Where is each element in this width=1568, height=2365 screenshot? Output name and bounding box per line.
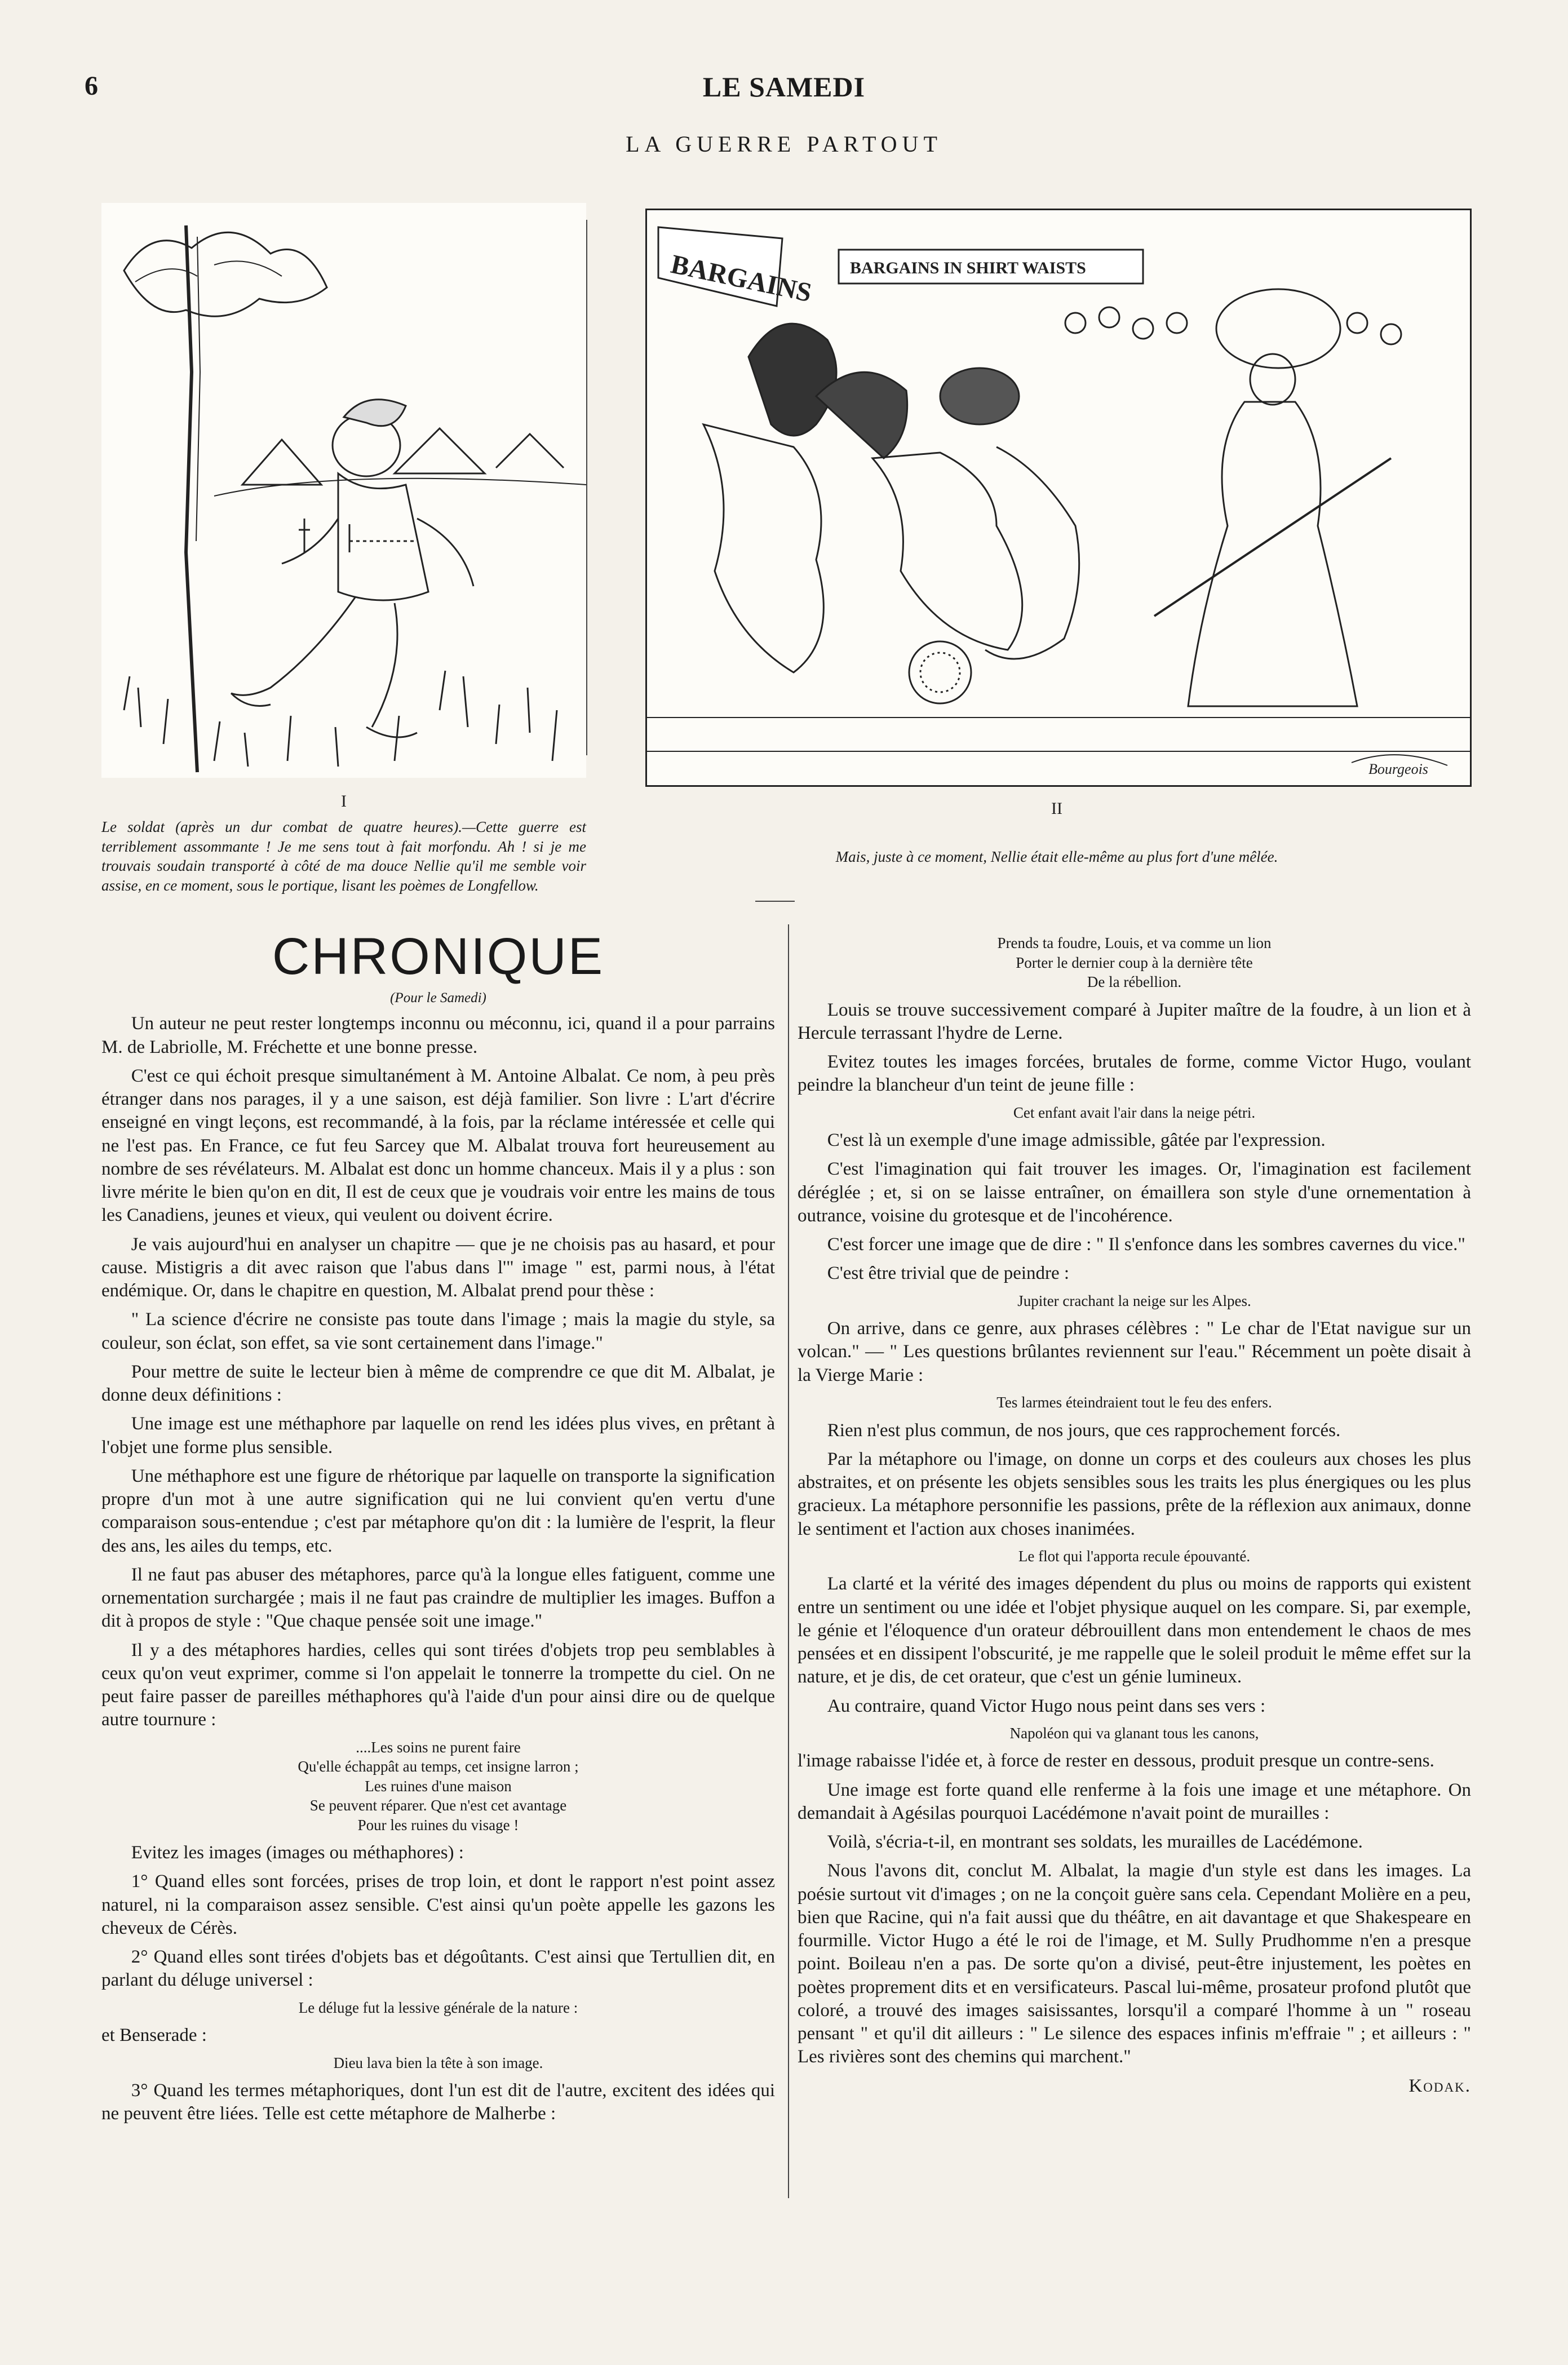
chronique-left-column (101, 924, 775, 2132)
paragraph: Nous l'avons dit, conclut M. Albalat, la magie d'un style est dans les images. La poésie surtout vit d'images ; on ne la conçoit guère sans cela. Cependant Molière en a peu, bien que Racine, qui n'a fait aussi que du théâtre, en ait davantage et que Shakespeare en fourmille. Victor Hugo a été le roi de l'image, et M. Sully Prudhomme n'en a presque point. Boileau n'en a pas. De sorte qu'on a divisé, peut-être injustement, les poètes en poètes proprement dits et en versificateurs. Pascal lui-même, prosateur profond plutôt que coloré, a trouvé des images saisissantes, lorsqu'il a comparé l'homme à un " roseau pensant " et qu'il dit ailleurs : " Le silence des espaces infinis m'effraie " ; et ailleurs : " Les rivières sont des chemins qui marchent." (798, 1861, 1471, 2067)
paragraph: Voilà, s'écria-t-il, en montrant ses soldats, les murailles de Lacédémone. (827, 1832, 1363, 1853)
signature: Kodak. (1408, 2075, 1471, 2096)
artist-signature: Bourgeois (1368, 761, 1428, 777)
paragraph: l'image rabaisse l'idée et, à force de rester en dessous, produit presque un contre-sens. (798, 1751, 1434, 1771)
chronique-title: CHRONIQUE (272, 928, 605, 985)
caption-soldier: Le soldat (après un dur combat de quatre heures).—Cette guerre est terriblement assommante ! Je me sens tout à fait morfondu. Ah ! si je me trouvais soudain transporté à côté de ma douce Nellie qu'il me semble voir assise, en ce moment, sous le portique, lisant les poèmes de Longfellow. (101, 818, 586, 894)
paragraph: C'est être trivial que de peindre : (827, 1263, 1070, 1284)
illustration-soldier (101, 203, 586, 778)
chronique-right-column (798, 930, 1471, 2098)
paragraph: Louis se trouve successivement comparé à Jupiter maître de la foudre, à un lion et à Hercule terrassant l'hydre de Lerne. (798, 999, 1471, 1043)
paragraph: Rien n'est plus commun, de nos jours, que ces rapprochement forcés. (827, 1420, 1341, 1441)
paragraph: Pour mettre de suite le lecteur bien à même de comprendre ce que dit M. Albalat, je donne deux définitions : (101, 1361, 775, 1405)
chronique-left-body (101, 1012, 775, 2125)
caption-melee: Mais, juste à ce moment, Nellie était elle-même au plus fort d'une mêlée. (835, 848, 1278, 865)
paragraph: C'est ce qui échoit presque simultanément à M. Antoine Albalat. Ce nom, à peu près étranger dans nos parages, il y a une saison, est déjà familier. Son livre : L'art d'écrire enseigné en vingt leçons, est recommandé, à la fois, par la réclame intéressée et celle qui ne l'est pas. En France, ce fut feu Sarcey que M. Albalat trouva fort heureusement au nombre de ses révélateurs. M. Albalat est donc un homme chanceux. Mais il y a plus : son livre mérite le bien qu'on en dit, Il est de ceux que je voudrais voir entre les mains de tous les Canadiens, jeunes et vieux, qui veulent ou doivent écrire. (101, 1065, 775, 1226)
paragraph: Par la métaphore ou l'image, on donne un corps et des couleurs aux choses les plus abstraites, et on présente les objets sensibles sous les traits les plus énergiques ou les plus gracieux. La métaphore personnifie les passions, prête de la réflexion aux animaux, donne le sentiment et l'action aux choses inanimées. (798, 1449, 1471, 1539)
illustration-melee (645, 209, 1472, 787)
paragraph: Evitez toutes les images forcées, brutales de forme, comme Victor Hugo, voulant peindre la blancheur d'un teint de jeune fille : (798, 1052, 1471, 1096)
sign-bargains-shirt-waists: BARGAINS IN SHIRT WAISTS (850, 259, 1086, 277)
poem-line: Pour les ruines du visage ! (357, 1816, 519, 1833)
poem-line: Porter le dernier coup à la dernière tête (1016, 954, 1253, 971)
poem-line: De la rébellion. (1087, 973, 1182, 991)
paragraph: " La science d'écrire ne consiste pas toute dans l'image ; mais la magie du style, sa couleur, son éclat, son effet, sa vie sont certainement dans l'image." (101, 1309, 775, 1353)
section-title: LA GUERRE PARTOUT (626, 131, 942, 157)
poem-quote (101, 1738, 775, 1835)
column-divider (788, 924, 789, 2198)
paragraph: C'est l'imagination qui fait trouver les images. Or, l'imagination est facilement déréglée ; et, si on se laisse entraîner, on émaillera son style d'une ornementation à outrance, voisine du grotesque et de l'incohérence. (798, 1159, 1471, 1226)
poem-line: Qu'elle échappât au temps, cet insigne larron ; (298, 1758, 579, 1775)
paragraph: C'est là un exemple d'une image admissible, gâtée par l'expression. (827, 1130, 1326, 1151)
quoted-line: Le déluge fut la lessive générale de la nature : (298, 1999, 578, 2016)
chronique-right-body (798, 933, 1471, 2069)
paragraph: Je vais aujourd'hui en analyser un chapitre — que je ne choisis pas au hasard, et pour cause. Mistigris a dit avec raison que l'abus dans l'" image " est, parmi nous, à l'état endémique. Or, dans le chapitre en question, M. Albalat prend pour thèse : (101, 1234, 775, 1301)
paragraph: et Benserade : (101, 2025, 207, 2046)
quoted-line: Le flot qui l'apporta recule épouvanté. (1018, 1547, 1251, 1565)
paragraph: 3° Quand les termes métaphoriques, dont l'un est dit de l'autre, excitent des idées qui ne peuvent être liées. Telle est cette métaphore de Malherbe : (101, 2080, 775, 2124)
illustration-divider (586, 220, 587, 755)
paragraph: Evitez les images (images ou méthaphores) : (131, 1843, 464, 1863)
melee-drawing (647, 210, 1470, 785)
paragraph: C'est forcer une image que de dire : " Il s'enfonce dans les sombres cavernes du vice." (827, 1234, 1465, 1255)
caption-divider (755, 901, 795, 902)
paragraph: 2° Quand elles sont tirées d'objets bas et dégoûtants. C'est ainsi que Tertullien dit, en parlant du déluge universel : (101, 1947, 775, 1991)
paragraph: Il ne faut pas abuser des métaphores, parce qu'à la longue elles fatiguent, comme une ornementation surchargée ; mais il ne faut pas craindre de multiplier les images. Buffon a dit à propos de style : "Que chaque pensée soit une image." (101, 1564, 775, 1632)
sign-bargains: BARGAINS (668, 249, 814, 308)
caption-number-i: I (341, 792, 347, 811)
masthead: LE SAMEDI (702, 71, 866, 103)
paragraph: Une image est forte quand elle renferme à la fois une image et une métaphore. On demandait à Agésilas pourquoi Lacédémone n'avait point de murailles : (798, 1779, 1471, 1823)
poem-line: Prends ta foudre, Louis, et va comme un lion (997, 935, 1272, 951)
paragraph: Au contraire, quand Victor Hugo nous peint dans ses vers : (827, 1695, 1266, 1716)
quoted-line: Jupiter crachant la neige sur les Alpes. (1017, 1292, 1251, 1309)
poem-line: Les ruines d'une maison (365, 1777, 512, 1795)
paragraph: La clarté et la vérité des images dépendent du plus ou moins de rapports qui existent entre un sentiment ou une idée et l'objet physique auquel on les compare. Si, par exemple, le génie et l'éloquence d'un orateur débrouillent dans mon entendement le chaos de mes pensées et en dissipent l'obscurité, je me rappelle que le soleil produit le même effet sur la nature, et je dis, de cet orateur, que c'est un génie lumineux. (798, 1574, 1471, 1688)
paragraph: Une image est une méthaphore par laquelle on rend les idées plus vives, en prêtant à l'objet une forme plus sensible. (101, 1414, 775, 1458)
page-number: 6 (85, 71, 98, 101)
poem-quote (798, 933, 1471, 992)
paragraph: 1° Quand elles sont forcées, prises de trop loin, et dont le rapport n'est point assez naturel, ni la comparaison assez sensible. C'est ainsi qu'un poète appelle les gazons les cheveux de Cérès. (101, 1871, 775, 1938)
poem-line: Se peuvent réparer. Que n'est cet avantage (309, 1797, 567, 1814)
quoted-line: Dieu lava bien la tête à son image. (333, 2054, 543, 2071)
paragraph: Un auteur ne peut rester longtemps inconnu ou méconnu, ici, quand il a pour parrains M. de Labriolle, M. Fréchette et une bonne presse. (101, 1013, 775, 1057)
caption-number-ii: II (1051, 799, 1062, 818)
paragraph: Il y a des métaphores hardies, celles qui sont tirées d'objets trop peu semblables à ceux qu'on veut exprimer, comme si l'on appelait le tonnerre la trompette du ciel. On ne peut faire passer de pareilles méthaphores qu'à l'aide d'un pour ainsi dire ou de quelque autre tournure : (101, 1640, 775, 1730)
paragraph: On arrive, dans ce genre, aux phrases célèbres : " Le char de l'Etat navigue sur un volcan." — " Les questions brûlantes reviennent sur l'eau." Récemment un poète disait à la Vierge Marie : (798, 1318, 1471, 1385)
paragraph: Une méthaphore est une figure de rhétorique par laquelle on transporte la signification propre d'un mot à une autre signification qui ne lui convient qu'en vertu d'une comparaison sous-entendue ; c'est par métaphore qu'on dit : la lumière de l'esprit, la fleur des ans, les ailes du temps, etc. (101, 1465, 775, 1556)
soldier-drawing (101, 203, 586, 778)
poem-line: ....Les soins ne purent faire (356, 1738, 521, 1756)
chronique-subtitle: (Pour le Samedi) (390, 990, 486, 1006)
quoted-line: Cet enfant avait l'air dans la neige pétri. (1013, 1104, 1256, 1121)
quoted-line: Napoléon qui va glanant tous les canons, (1009, 1724, 1259, 1742)
quoted-line: Tes larmes éteindraient tout le feu des enfers. (996, 1393, 1272, 1411)
